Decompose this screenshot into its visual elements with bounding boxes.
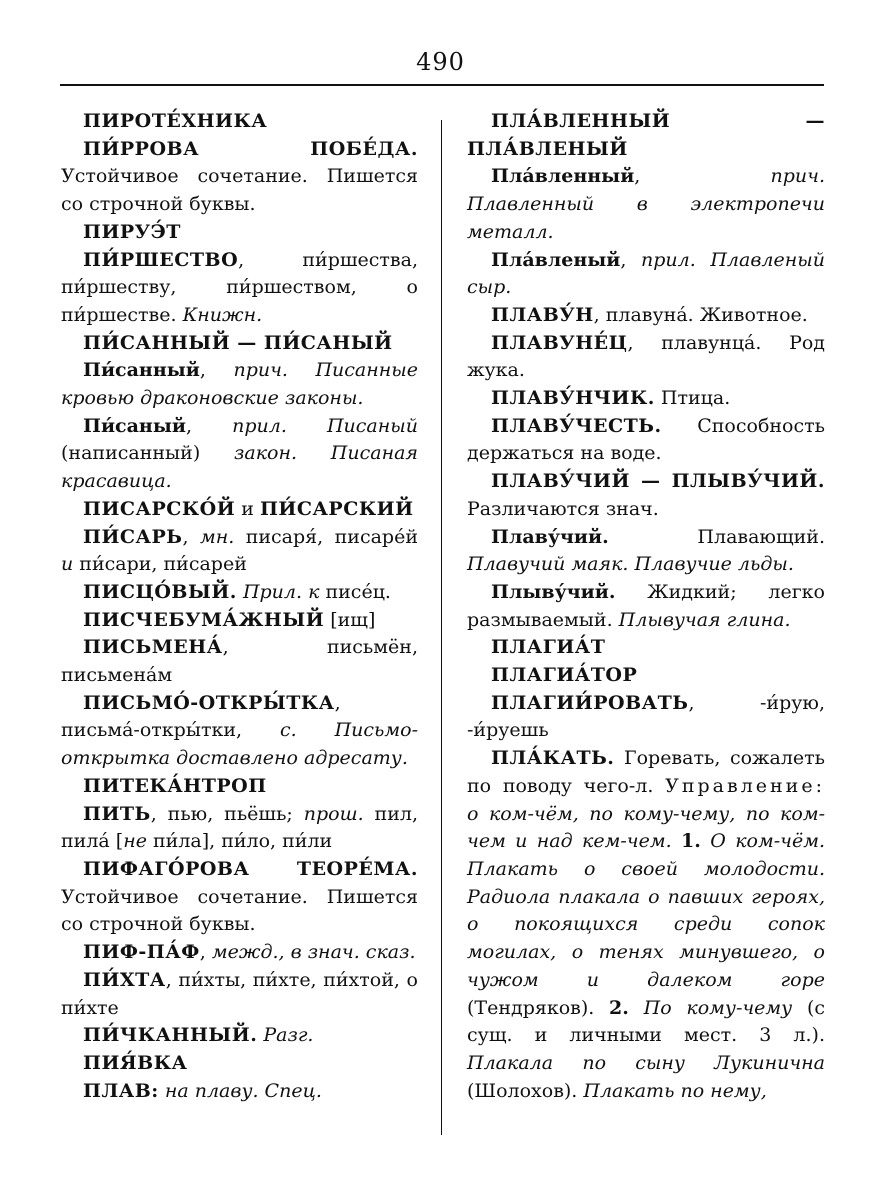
entry: ПЛА́ВЛЕННЫЙ — ПЛА́ВЛЕНЫЙ bbox=[467, 110, 825, 160]
entry: ПИТЕКА́НТРОП bbox=[83, 774, 267, 797]
entry: ПЛАВУ́Н, плавуна́. Животное. bbox=[491, 303, 808, 326]
column-divider bbox=[441, 120, 442, 1135]
entry: ПЛАГИИ́РОВАТЬ, -и́рую, -и́руешь bbox=[467, 691, 825, 742]
entry: ПИФ-ПА́Ф, межд., в знач. сказ. bbox=[83, 941, 416, 964]
entry: ПИФАГО́РОВА ТЕОРЕ́МА. Устойчивое сочетание. Пишется со строчной буквы. bbox=[61, 857, 418, 936]
entry: ПИСЧЕБУМА́ЖНЫЙ [ищ] bbox=[83, 608, 376, 631]
entry: ПИСАРСКО́Й и ПИ́САРСКИЙ bbox=[83, 497, 414, 520]
entry: Пла́вленый, прил. Плавленый сыр. bbox=[467, 248, 825, 299]
entry: Плаву́чий. Плавающий. Плавучий маяк. Плавучие льды. bbox=[467, 525, 825, 576]
entry: Пла́вленный, прич. Плавленный в электропечи металл. bbox=[467, 165, 825, 243]
entry: ПИРОТЕ́ХНИКА bbox=[83, 110, 268, 132]
page-number: 490 bbox=[416, 48, 465, 76]
entry: Пи́саный, прил. Писаный (написанный) закон. Писаная красавица. bbox=[61, 414, 418, 493]
entry: ПИ́ХТА, пи́хты, пи́хте, пи́хтой, о пи́хте bbox=[61, 968, 418, 1019]
entry: ПЛА́КАТЬ. Горевать, сожалеть по поводу чего-л. Управление: о ком-чём, по кому-чему, по ком-чем и над кем-чем. 1. О ком-чём. Плакать о своей молодости. Радиола плакала о павших героях, о покоящихся среди сопок могилах, о тенях минувшего, о чужом и далеком горе (Тендряков). 2. По кому-чему (с сущ. и личными мест. 3 л.). Плакала по сыну Лукинична (Шолохов). Плакать по нему, bbox=[467, 747, 826, 1102]
entry: ПЛАВУ́ЧЕСТЬ. Способность держаться на воде. bbox=[467, 414, 825, 465]
entry: ПЛАВУНЕ́Ц, плавунца́. Род жука. bbox=[467, 331, 825, 382]
entry: ПИСЦО́ВЫЙ. Прил. к писе́ц. bbox=[83, 580, 391, 603]
entry: Пи́санный, прич. Писанные кровью драконовские законы. bbox=[61, 359, 418, 410]
entry: ПЛАГИА́ТОР bbox=[491, 664, 638, 687]
entry: ПИСЬМЕНА́, письмён, письмена́м bbox=[61, 636, 418, 687]
right-column bbox=[467, 108, 825, 1105]
entry: ПИ́РРОВА ПОБЕ́ДА. Устойчивое сочетание. Пишется со строчной буквы. bbox=[61, 137, 418, 216]
entry: ПЛАВУ́НЧИК. Птица. bbox=[491, 387, 731, 410]
entry: ПЛАВ: на плаву. Спец. bbox=[83, 1079, 322, 1102]
entry: ПИ́РШЕСТВО, пи́ршества, пи́ршеству, пи́ршеством, о пи́ршестве. Книжн. bbox=[61, 248, 418, 326]
entry: Плыву́чий. Жидкий; легко размываемый. Плывучая глина. bbox=[467, 580, 825, 631]
entry: ПИТЬ, пью, пьёшь; прош. пил, пила́ [не пи́ла], пи́ло, пи́ли bbox=[61, 802, 418, 853]
entry: ПИРУЭ́Т bbox=[83, 220, 181, 243]
entry: ПИ́САРЬ, мн. писаря́, писаре́й и пи́сари, пи́сарей bbox=[61, 525, 418, 576]
left-column bbox=[61, 108, 418, 1105]
header-rule bbox=[60, 84, 824, 86]
entry: ПЛАГИА́Т bbox=[491, 636, 606, 659]
entry: ПЛАВУ́ЧИЙ — ПЛЫВУ́ЧИЙ. Различаются знач. bbox=[467, 470, 825, 520]
entry: ПИСЬМО́-ОТКРЫ́ТКА, письма́-откры́тки, с. Письмо-открытка доставлено адресату. bbox=[61, 691, 419, 770]
entry: ПИ́ЧКАННЫЙ. Разг. bbox=[83, 1024, 314, 1047]
entry: ПИЯ́ВКА bbox=[83, 1051, 188, 1074]
entry: ПИ́САННЫЙ — ПИ́САНЫЙ bbox=[83, 331, 393, 354]
